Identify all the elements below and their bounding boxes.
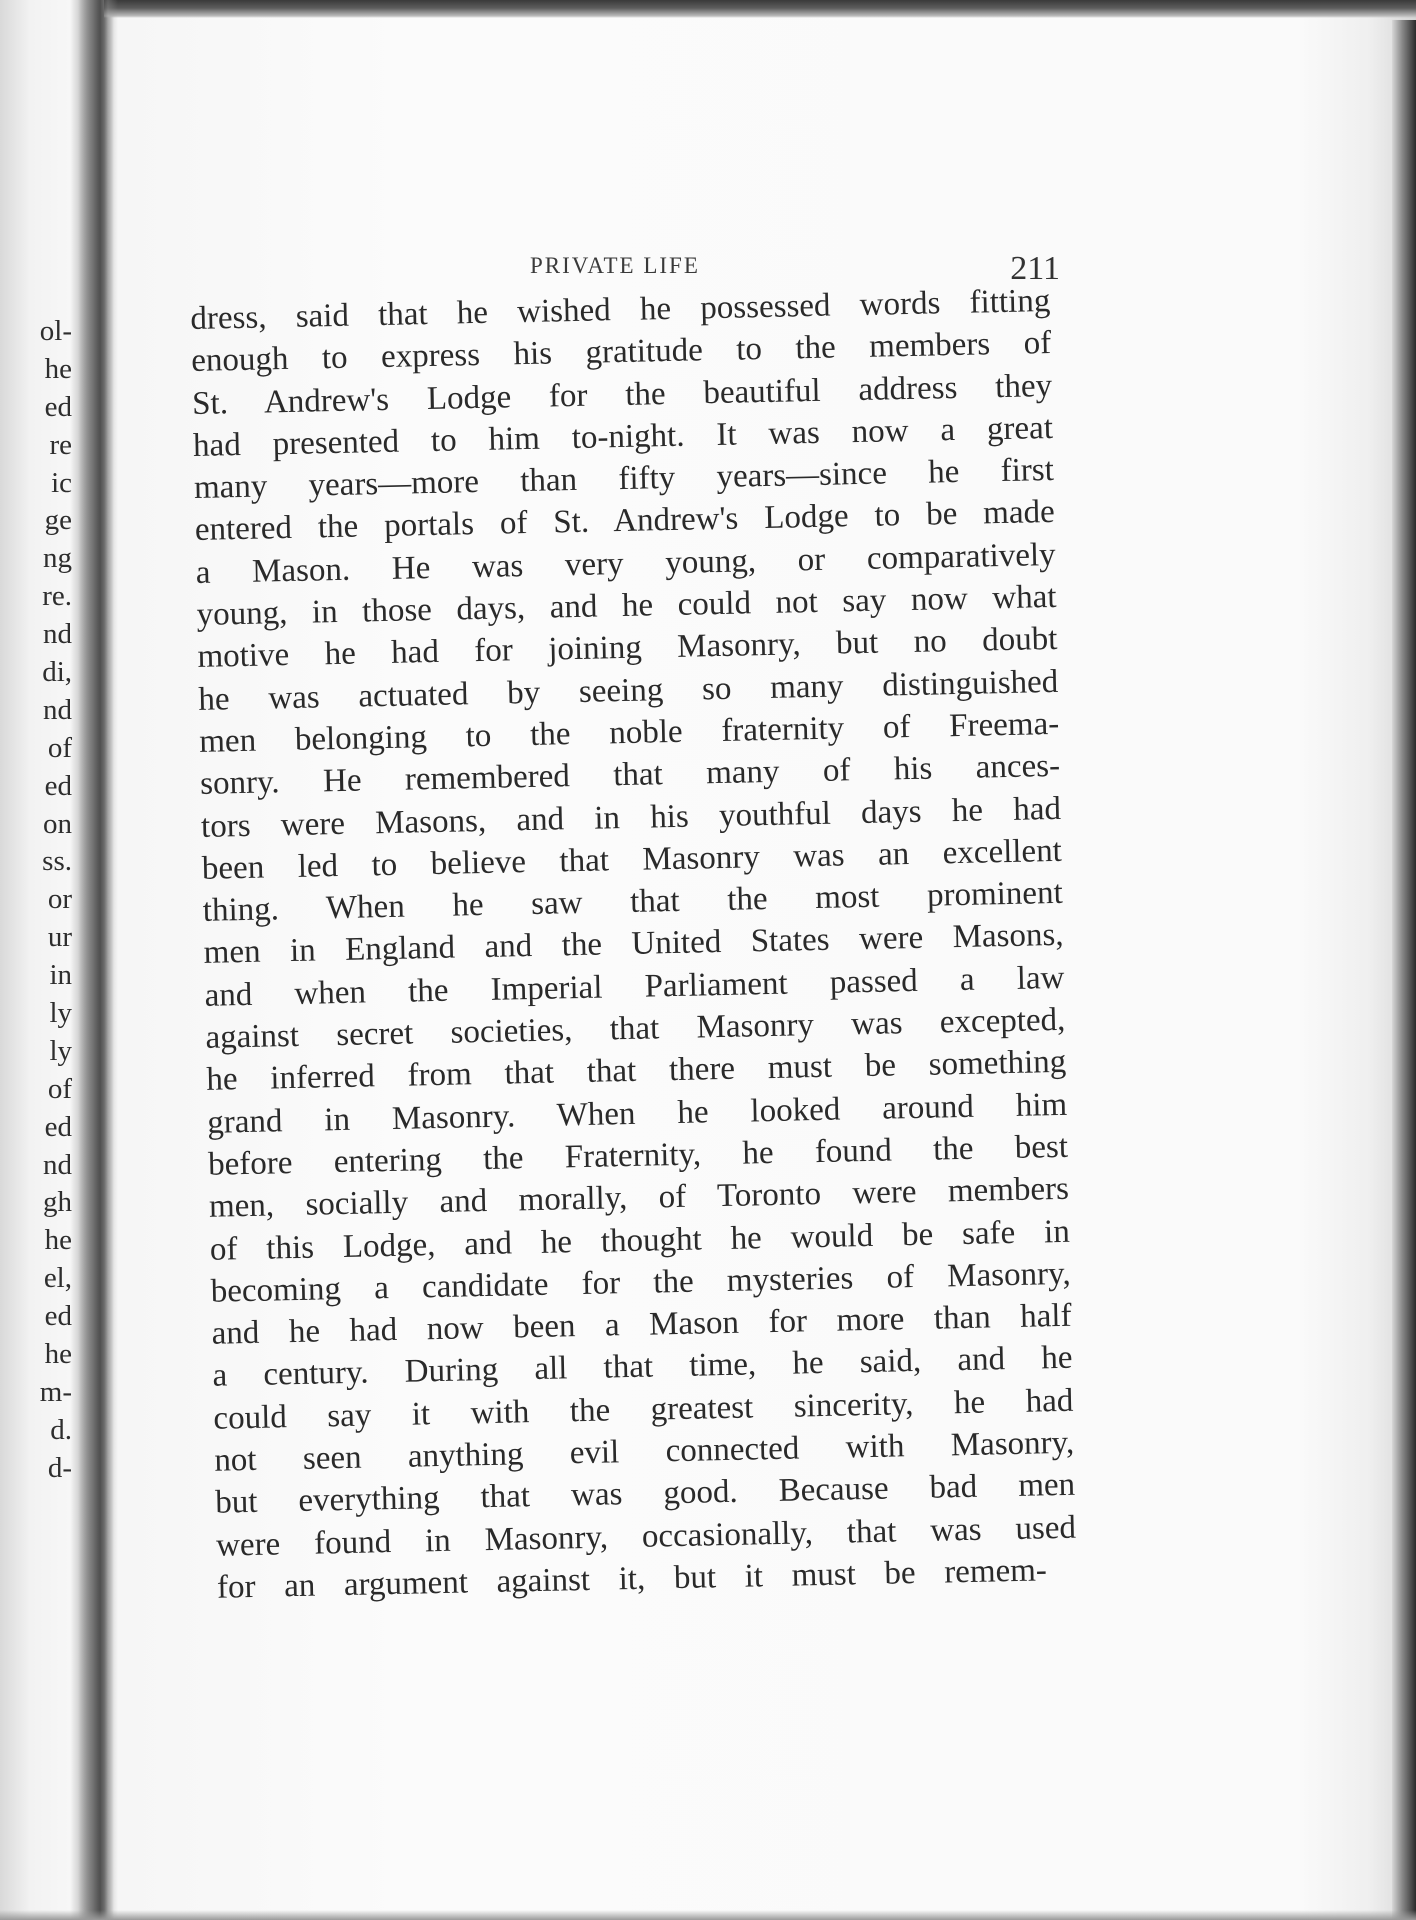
left-page-line-fragment: ge xyxy=(44,504,72,537)
page-bottom-edge xyxy=(0,1910,1416,1920)
text-line: against secret societies, that Masonry was excepted, xyxy=(205,1001,1066,1056)
left-page-line-fragment: ol- xyxy=(39,315,72,347)
text-line: of this Lodge, and he thought he would be safe in xyxy=(209,1213,1071,1268)
text-line: and he had now been a Mason for more than half xyxy=(211,1297,1072,1352)
text-line: had presented to him to-night. It was now a great xyxy=(192,409,1054,464)
left-page-line-fragment: el, xyxy=(43,1262,72,1295)
left-page-line-fragment: of xyxy=(47,1072,72,1105)
text-line: men in England and the United States were Masons, xyxy=(203,917,1064,972)
left-page-line-fragment: di, xyxy=(42,656,72,689)
left-page-line-fragment: d- xyxy=(47,1451,72,1484)
left-page-line-fragment: of xyxy=(47,731,72,764)
text-line: St. Andrew's Lodge for the beautiful address they xyxy=(191,367,1053,422)
left-page-line-fragment: ic xyxy=(51,466,72,499)
book-page xyxy=(190,250,1080,1609)
text-line: could say it with the greatest sincerity, he had xyxy=(213,1382,1074,1437)
left-page-line-fragment: ss. xyxy=(42,845,72,878)
left-page-line-fragment: re. xyxy=(42,580,72,613)
left-page-line-fragment: ly xyxy=(49,1034,72,1067)
text-line: but everything that was good. Because bad men xyxy=(214,1467,1076,1522)
left-page-line-fragment: nd xyxy=(43,1148,72,1181)
left-page-line-fragment: ng xyxy=(43,542,72,575)
text-line: becoming a candidate for the mysteries of Masonry, xyxy=(210,1255,1072,1310)
text-line: for an argument against it, but it must be remem- xyxy=(216,1552,1048,1606)
previous-page-fragment xyxy=(0,313,72,1488)
text-line: thing. When he saw that the most prominent xyxy=(202,875,1064,930)
left-page-line-fragment: nd xyxy=(43,618,72,651)
left-page-line-fragment: ed xyxy=(44,769,72,802)
text-line: he was actuated by seeing so many distinguished xyxy=(198,663,1059,718)
text-line: grand in Masonry. When he looked around him xyxy=(206,1086,1068,1141)
left-page-line-fragment: d. xyxy=(50,1413,72,1446)
text-line: a Mason. He was very young, or comparatively xyxy=(195,536,1056,591)
text-line: motive he had for joining Masonry, but no doubt xyxy=(197,621,1058,676)
text-line: many years—more than fifty years—since he first xyxy=(193,452,1055,507)
text-line: tors were Masons, and in his youthful days he had xyxy=(200,790,1062,845)
left-page-line-fragment: ed xyxy=(44,1110,72,1143)
text-line: young, in those days, and he could not say now what xyxy=(196,579,1057,634)
text-line: were found in Masonry, occasionally, that was used xyxy=(215,1509,1077,1564)
left-page-line-fragment: nd xyxy=(43,693,72,726)
text-line: been led to believe that Masonry was an excellent xyxy=(201,832,1063,887)
left-page-line-fragment: on xyxy=(43,807,72,840)
text-line: a century. During all that time, he said, and he xyxy=(212,1340,1073,1395)
text-line: not seen anything evil connected with Masonry, xyxy=(213,1424,1075,1479)
left-page-line-fragment: he xyxy=(44,1338,72,1371)
text-line: he inferred from that that there must be something xyxy=(206,1044,1067,1099)
text-line: and when the Imperial Parliament passed a law xyxy=(204,959,1065,1014)
text-line: men, socially and morally, of Toronto were members xyxy=(208,1171,1070,1226)
left-page-line-fragment: in xyxy=(49,959,72,992)
text-line: entered the portals of St. Andrew's Lodge to be made xyxy=(194,494,1056,549)
text-line: dress, said that he wished he possessed words fitting xyxy=(190,282,1051,337)
page-right-edge xyxy=(1392,20,1416,1920)
page-top-edge xyxy=(104,0,1416,18)
text-line: sonry. He remembered that many of his ances- xyxy=(199,748,1061,803)
page-number: 211 xyxy=(1010,250,1060,287)
left-page-line-fragment: re xyxy=(49,428,72,461)
left-page-line-fragment: he xyxy=(44,1224,72,1257)
left-page-line-fragment: ur xyxy=(47,921,72,954)
running-head-title: PRIVATE LIFE xyxy=(530,253,700,278)
left-page-line-fragment: ed xyxy=(44,390,72,423)
left-page-line-fragment: ed xyxy=(44,1300,72,1333)
body-text xyxy=(190,279,1107,1609)
text-line: men belonging to the noble fraternity of Freema- xyxy=(198,705,1060,760)
binding-gutter xyxy=(78,0,118,1920)
left-page-line-fragment: m- xyxy=(39,1375,72,1408)
left-page-line-fragment: or xyxy=(47,883,72,916)
text-line: enough to express his gratitude to the members of xyxy=(190,325,1052,380)
left-page-line-fragment: ly xyxy=(49,997,72,1030)
left-page-line-fragment: gh xyxy=(43,1186,72,1219)
text-line: before entering the Fraternity, he found the best xyxy=(207,1128,1069,1183)
left-page-line-fragment: he xyxy=(44,352,72,385)
